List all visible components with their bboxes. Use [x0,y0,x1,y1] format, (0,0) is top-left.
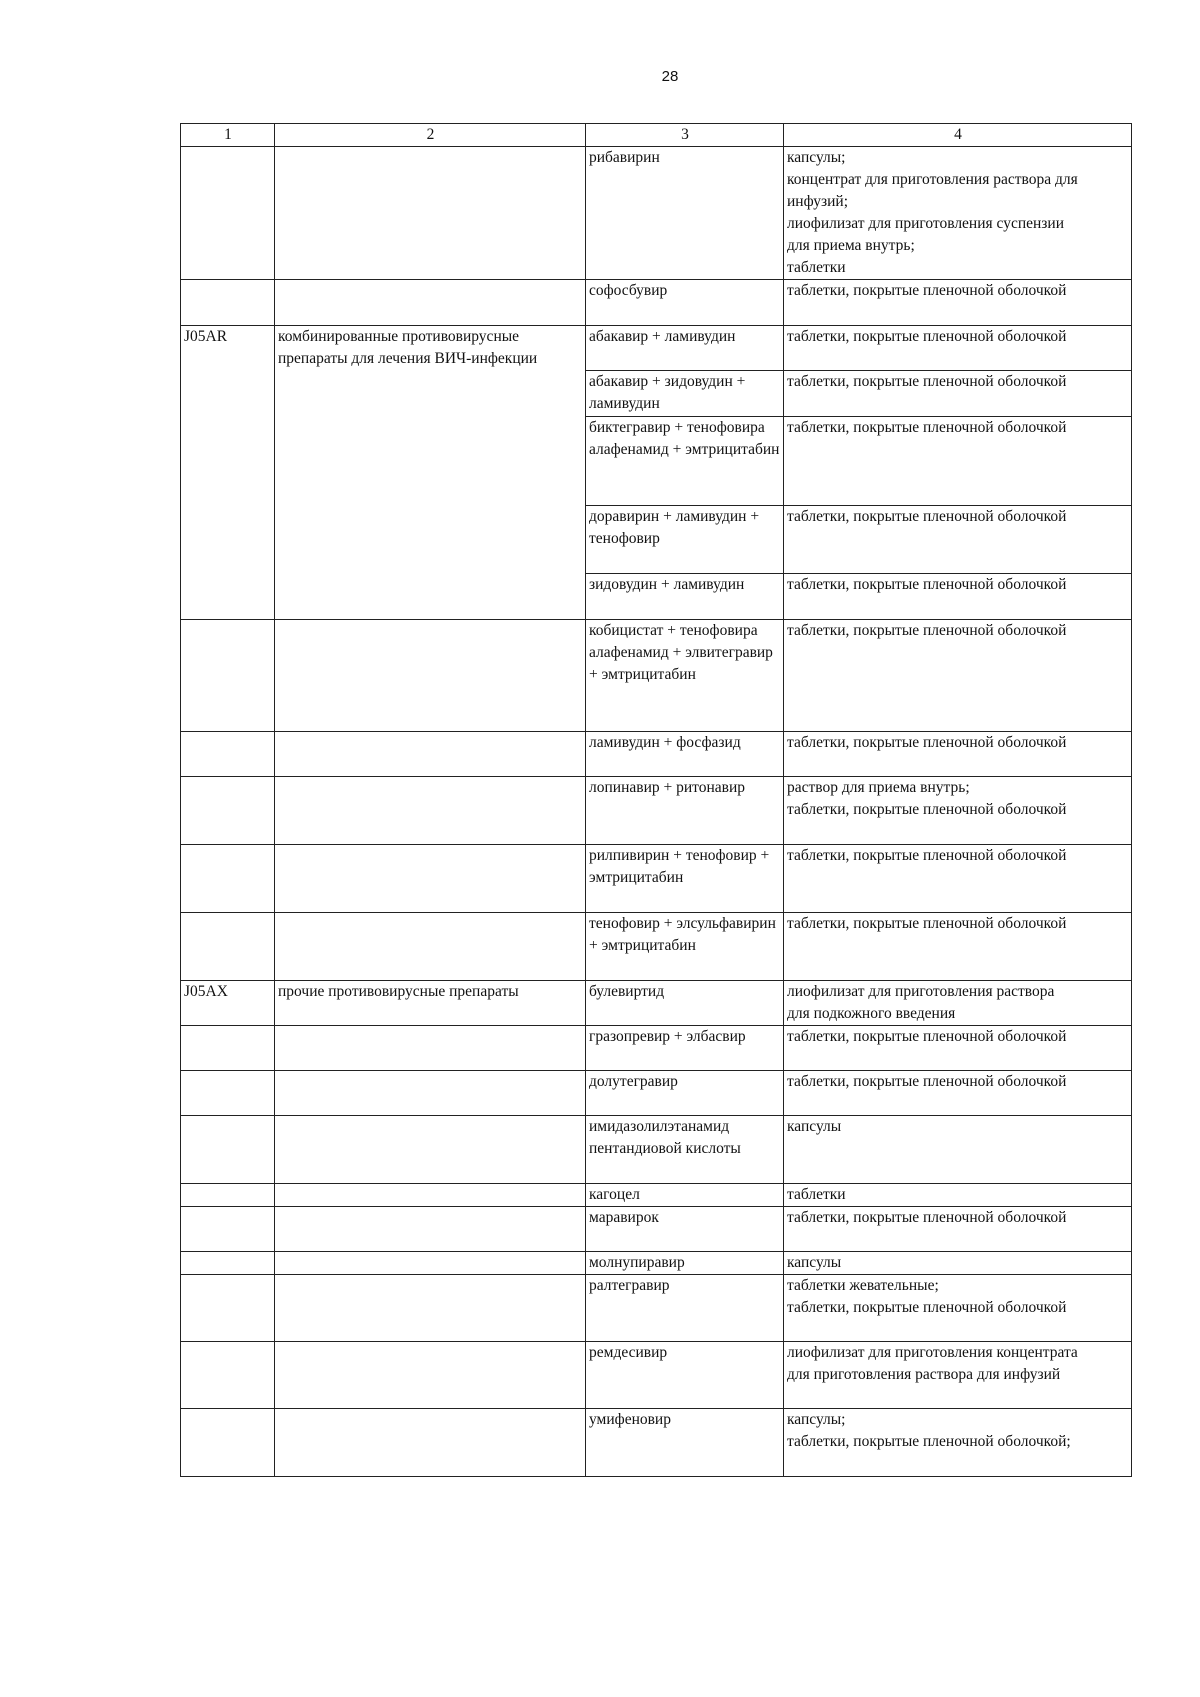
group-name-cell [275,1071,586,1116]
dosage-form-line: инфузий; [787,193,849,210]
dosage-forms-cell [784,1409,1132,1477]
drug-name-cell: долутегравир [586,1071,784,1116]
dosage-forms-cell [784,981,1132,1026]
drug-name-cell: кагоцел [586,1184,784,1207]
dosage-form-line: таблетки, покрытые пленочной оболочкой [787,734,1067,751]
dosage-forms-cell [784,371,1132,417]
atc-code-cell [181,1184,275,1207]
table-row [181,280,1132,326]
table-row [181,1275,1132,1342]
drug-name-cell: гразопревир + элбасвир [586,1026,784,1071]
group-name-cell [275,1184,586,1207]
dosage-form-line: таблетки, покрытые пленочной оболочкой [787,1073,1067,1090]
table-body [181,147,1132,1477]
atc-code-cell: J05AR [181,326,275,620]
atc-code-cell: J05AX [181,981,275,1026]
column-header: 1 [181,124,275,147]
table-row [181,1342,1132,1409]
dosage-form-line: таблетки, покрытые пленочной оболочкой [787,915,1067,932]
table-row [181,1071,1132,1116]
dosage-forms-cell [784,1184,1132,1207]
group-name-cell [275,777,586,845]
dosage-form-line: капсулы [787,1254,842,1271]
table-row [181,1116,1132,1184]
dosage-form-line: лиофилизат для приготовления раствора [787,983,1055,1000]
drug-name-cell: зидовудин + ламивудин [586,574,784,620]
dosage-form-line: лиофилизат для приготовления концентрата [787,1344,1078,1361]
dosage-forms-cell [784,732,1132,777]
atc-code-cell [181,620,275,732]
dosage-form-line: раствор для приема внутрь; [787,779,970,796]
dosage-form-line: таблетки, покрытые пленочной оболочкой [787,373,1067,390]
group-name-cell [275,732,586,777]
column-header: 4 [784,124,1132,147]
table-row [181,913,1132,981]
dosage-form-line: для приготовления раствора для инфузий [787,1366,1061,1383]
dosage-form-line: таблетки, покрытые пленочной оболочкой; [787,1433,1071,1450]
group-name-cell [275,1342,586,1409]
drug-name-cell: кобицистат + тенофовира алафенамид + элвитегравир + эмтрицитабин [586,620,784,732]
dosage-form-line: таблетки, покрытые пленочной оболочкой [787,328,1067,345]
atc-code-cell [181,913,275,981]
dosage-forms-cell [784,1342,1132,1409]
group-name-cell [275,280,586,326]
atc-code-cell [181,1116,275,1184]
atc-code-cell [181,1275,275,1342]
table-row [181,1207,1132,1252]
dosage-forms-cell [784,417,1132,506]
drug-name-cell: биктегравир + тенофовира алафенамид + эмтрицитабин [586,417,784,506]
group-name-cell [275,1026,586,1071]
drug-name-cell: тенофовир + элсульфавирин + эмтрицитабин [586,913,784,981]
column-header: 3 [586,124,784,147]
table-row [181,1026,1132,1071]
drug-name-cell: ралтегравир [586,1275,784,1342]
table-row [181,147,1132,280]
group-name-cell [275,1207,586,1252]
dosage-form-line: концентрат для приготовления раствора для [787,171,1078,188]
drug-name-cell: лопинавир + ритонавир [586,777,784,845]
dosage-form-line: таблетки, покрытые пленочной оболочкой [787,801,1067,818]
table-header-row [181,124,1132,147]
table-row [181,1409,1132,1477]
group-name-cell [275,845,586,913]
dosage-form-line: таблетки, покрытые пленочной оболочкой [787,282,1067,299]
drug-name-cell: рибавирин [586,147,784,280]
dosage-form-line: таблетки жевательные; [787,1277,939,1294]
dosage-form-line: таблетки, покрытые пленочной оболочкой [787,576,1067,593]
dosage-forms-cell [784,845,1132,913]
drug-name-cell: маравирок [586,1207,784,1252]
group-name-cell [275,913,586,981]
atc-code-cell [181,845,275,913]
atc-code-cell [181,1026,275,1071]
drug-name-cell: доравирин + ламивудин + тенофовир [586,506,784,574]
dosage-forms-cell [784,1026,1132,1071]
table-row [181,326,1132,371]
drug-name-cell: рилпивирин + тенофовир + эмтрицитабин [586,845,784,913]
group-name-cell [275,620,586,732]
group-name-cell [275,1116,586,1184]
dosage-form-line: таблетки, покрытые пленочной оболочкой [787,419,1067,436]
dosage-form-line: капсулы; [787,149,846,166]
table-row [181,981,1132,1026]
drug-name-cell: абакавир + ламивудин [586,326,784,371]
table-row [181,1252,1132,1275]
dosage-forms-cell [784,1071,1132,1116]
drug-name-cell: имидазолилэтанамид пентандиовой кислоты [586,1116,784,1184]
dosage-form-line: таблетки [787,259,846,276]
atc-code-cell [181,777,275,845]
atc-code-cell [181,280,275,326]
atc-code-cell [181,147,275,280]
table-row [181,732,1132,777]
group-name-cell: комбинированные противовирусные препараты для лечения ВИЧ-инфекции [275,326,586,620]
dosage-form-line: таблетки [787,1186,846,1203]
dosage-forms-cell [784,1116,1132,1184]
drug-name-cell: софосбувир [586,280,784,326]
dosage-form-line: таблетки, покрытые пленочной оболочкой [787,1028,1067,1045]
atc-code-cell [181,732,275,777]
table-row [181,1184,1132,1207]
table-row [181,620,1132,732]
dosage-form-line: для приема внутрь; [787,237,915,254]
atc-code-cell [181,1252,275,1275]
drug-name-cell: ремдесивир [586,1342,784,1409]
dosage-form-line: таблетки, покрытые пленочной оболочкой [787,847,1067,864]
atc-code-cell [181,1409,275,1477]
dosage-form-line: таблетки, покрытые пленочной оболочкой [787,622,1067,639]
page-number: 28 [661,68,679,85]
group-name-cell [275,1409,586,1477]
drug-name-cell: булевиртид [586,981,784,1026]
dosage-form-line: таблетки, покрытые пленочной оболочкой [787,508,1067,525]
dosage-form-line: для подкожного введения [787,1005,956,1022]
drug-name-cell: ламивудин + фосфазид [586,732,784,777]
drug-list-table [180,123,1132,1477]
dosage-form-line: лиофилизат для приготовления суспензии [787,215,1065,232]
dosage-form-line: капсулы [787,1118,842,1135]
dosage-forms-cell [784,1207,1132,1252]
group-name-cell [275,1275,586,1342]
dosage-form-line: капсулы; [787,1411,846,1428]
dosage-forms-cell [784,620,1132,732]
drug-name-cell: абакавир + зидовудин + ламивудин [586,371,784,417]
column-header: 2 [275,124,586,147]
group-name-cell [275,147,586,280]
dosage-forms-cell [784,777,1132,845]
drug-name-cell: умифеновир [586,1409,784,1477]
dosage-form-line: таблетки, покрытые пленочной оболочкой [787,1299,1067,1316]
group-name-cell [275,1252,586,1275]
group-name-cell: прочие противовирусные препараты [275,981,586,1026]
atc-code-cell [181,1207,275,1252]
table-row [181,777,1132,845]
drug-name-cell: молнупиравир [586,1252,784,1275]
atc-code-cell [181,1342,275,1409]
dosage-forms-cell [784,1252,1132,1275]
dosage-forms-cell [784,506,1132,574]
dosage-forms-cell [784,326,1132,371]
dosage-forms-cell [784,147,1132,280]
atc-code-cell [181,1071,275,1116]
dosage-form-line: таблетки, покрытые пленочной оболочкой [787,1209,1067,1226]
dosage-forms-cell [784,280,1132,326]
dosage-forms-cell [784,913,1132,981]
table-row [181,845,1132,913]
dosage-forms-cell [784,1275,1132,1342]
dosage-forms-cell [784,574,1132,620]
